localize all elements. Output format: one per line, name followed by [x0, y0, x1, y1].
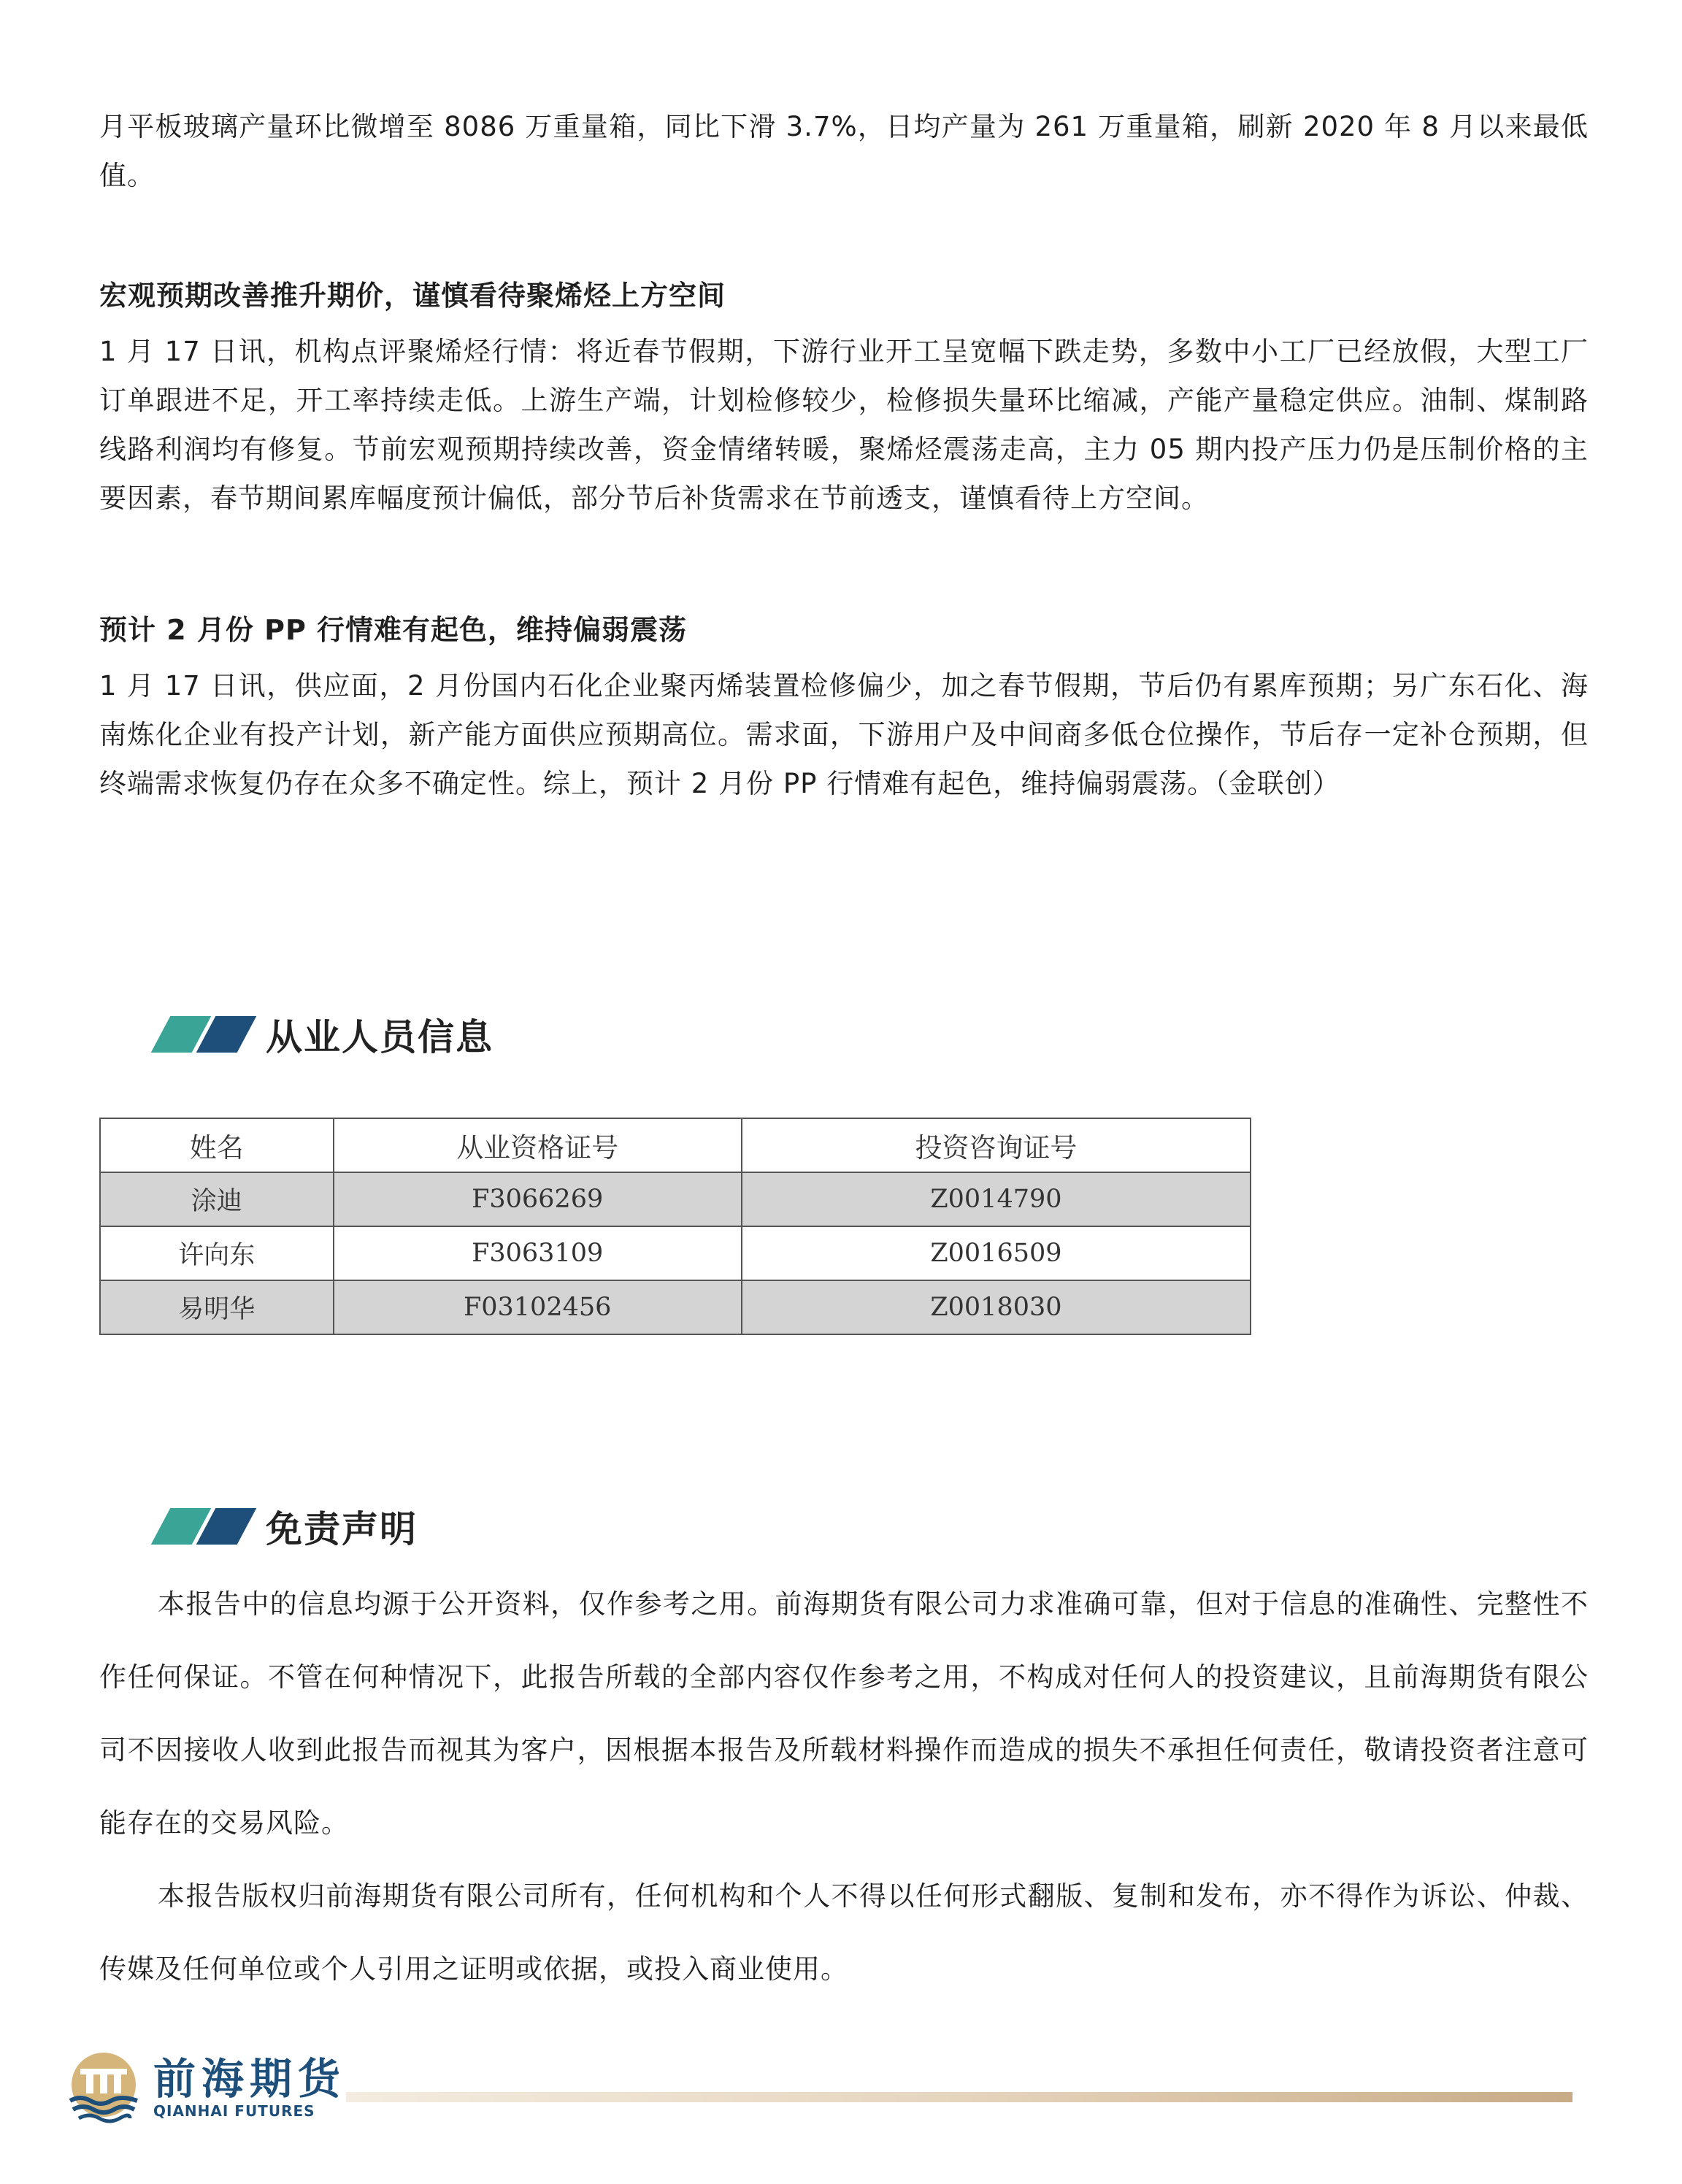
staff-section-title: 从业人员信息: [266, 1016, 494, 1058]
table-row: [100, 1280, 1251, 1334]
table-header: 姓名: [100, 1118, 334, 1172]
staff-table: [99, 1118, 1251, 1335]
disclaimer-title: 免责声明: [266, 1508, 418, 1550]
disclaimer-paragraph-2: 本报告版权归前海期货有限公司所有，任何机构和个人不得以任何形式翻版、复制和发布，亦不得作为诉讼、仲裁、传媒及任何单位或个人引用之证明或依据，或投入商业使用。: [99, 1880, 1589, 1985]
staff-name: 涂迪: [100, 1172, 334, 1226]
staff-name: 易明华: [100, 1280, 334, 1334]
logo-chinese-name: 前海期货: [153, 2054, 347, 2104]
section-marker-icon: [161, 1016, 247, 1053]
footer-divider: [346, 2092, 1572, 2102]
article-body-polyolefin: 1 月 17 日讯，机构点评聚烯烃行情：将近春节假期，下游行业开工呈宽幅下跌走势，多数中小工厂已经放假，大型工厂订单跟进不足，开工率持续走低。上游生产端，计划检修较少，检修损失量环比缩减，产能产量稳定供应。油制、煤制路线路利润均有修复。节前宏观预期持续改善，资金情绪转暖，聚烯烃震荡走高，主力 05 期内投产压力仍是压制价格的主要因素，春节期间累库幅度预计偏低，部分节后补货需求在节前透支，谨慎看待上方空间。: [99, 336, 1589, 514]
staff-name: 许向东: [100, 1226, 334, 1280]
table-row: [100, 1172, 1251, 1226]
consulting-number: Z0018030: [742, 1280, 1251, 1334]
section-marker-icon: [161, 1508, 247, 1545]
disclaimer-section-header: [161, 1501, 418, 1552]
article-title-pp: 预计 2 月份 PP 行情难有起色，维持偏弱震荡: [99, 614, 688, 646]
company-logo: [64, 2048, 346, 2127]
table-header-row: [100, 1118, 1251, 1172]
table-row: [100, 1226, 1251, 1280]
article-body-pp: 1 月 17 日讯，供应面，2 月份国内石化企业聚丙烯装置检修偏少，加之春节假期，节后仍有累库预期；另广东石化、海南炼化企业有投产计划，新产能方面供应预期高位。需求面，下游用户及中间商多低仓位操作，节后存一定补仓预期，但终端需求恢复仍存在众多不确定性。综上，预计 2 月份 PP 行情难有起色，维持偏弱震荡。（金联创）: [99, 670, 1589, 799]
staff-section-header: [161, 1009, 494, 1060]
table-header: 从业资格证号: [334, 1118, 742, 1172]
article-title-polyolefin: 宏观预期改善推升期价，谨慎看待聚烯烃上方空间: [99, 280, 726, 312]
qualification-number: F3066269: [334, 1172, 742, 1226]
table-header: 投资咨询证号: [742, 1118, 1251, 1172]
qualification-number: F3063109: [334, 1226, 742, 1280]
consulting-number: Z0016509: [742, 1226, 1251, 1280]
qianhai-logo-icon: [64, 2048, 143, 2127]
qualification-number: F03102456: [334, 1280, 742, 1334]
logo-english-name: QIANHAI FUTURES: [153, 2102, 315, 2120]
intro-paragraph: 月平板玻璃产量环比微增至 8086 万重量箱，同比下滑 3.7%，日均产量为 261 万重量箱，刷新 2020 年 8 月以来最低值。: [99, 111, 1589, 191]
disclaimer-paragraph-1: 本报告中的信息均源于公开资料，仅作参考之用。前海期货有限公司力求准确可靠，但对于信息的准确性、完整性不作任何保证。不管在何种情况下，此报告所载的全部内容仅作参考之用，不构成对任何人的投资建议，且前海期货有限公司不因接收人收到此报告而视其为客户，因根据本报告及所载材料操作而造成的损失不承担任何责任，敬请投资者注意可能存在的交易风险。: [99, 1588, 1589, 1839]
consulting-number: Z0014790: [742, 1172, 1251, 1226]
